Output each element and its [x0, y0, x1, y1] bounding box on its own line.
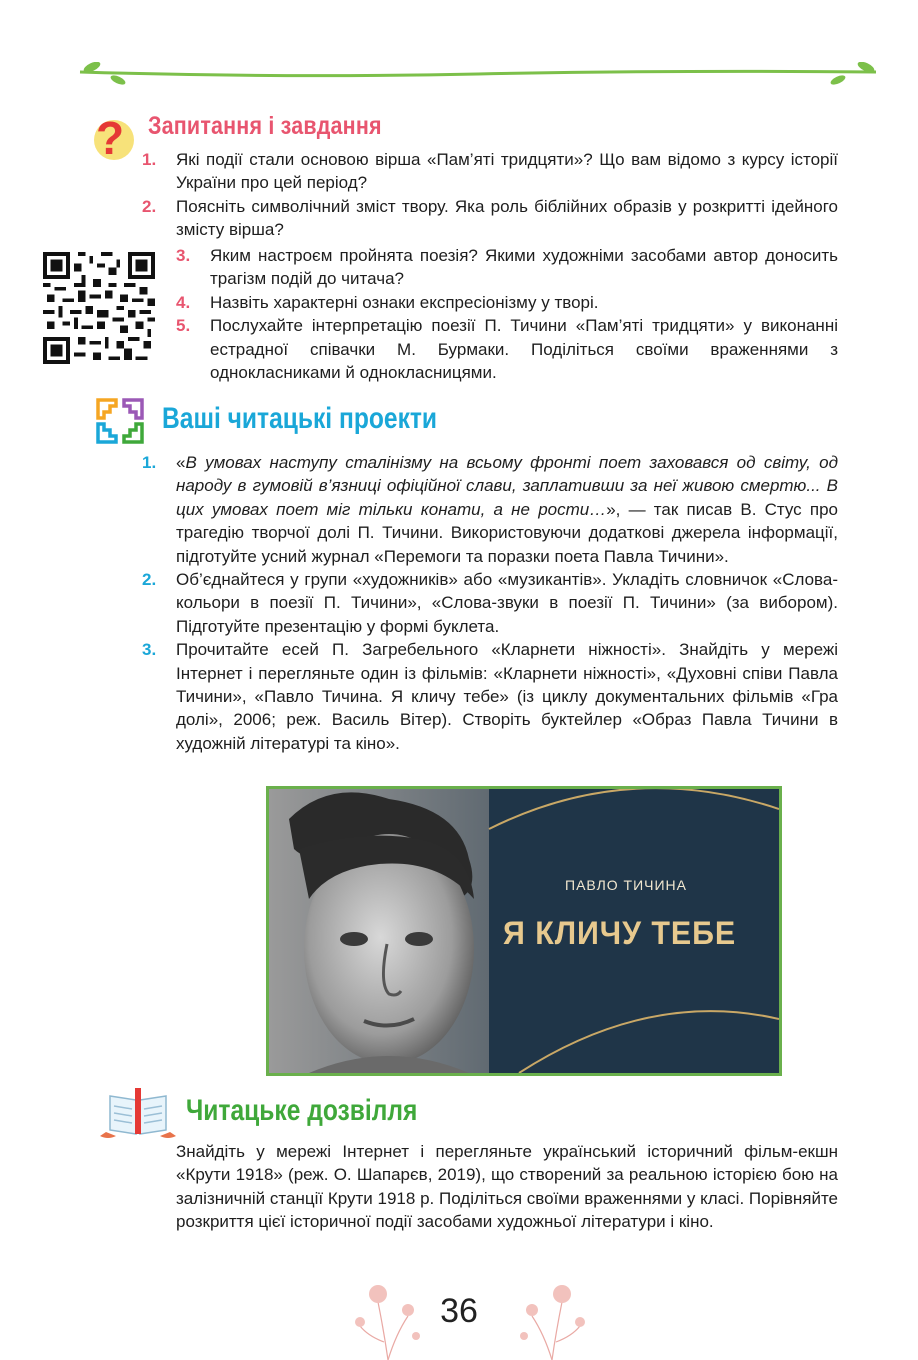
- list-item: 1. «В умовах наступу сталінізму на всьому фронті поет заховався од світу, од народу в гумовій в’язниці офіційної слави, заплативши за неї живою смертю... В цих умовах поет міг тільки конати, а не рости…», — так писав В. Стус про трагедію творчої долі П. Тичини. Використовуючи додаткові джерела інформації, підготуйте усний журнал «Перемоги та поразки поета Павла Тичини».: [142, 453, 838, 566]
- leisure-heading: Читацьке дозвілля: [186, 1094, 418, 1127]
- list-item: 4. Назвіть характерні ознаки експресіонізму у творі.: [176, 292, 599, 312]
- puzzle-frame-icon: [96, 398, 144, 444]
- list-item: 2. Об’єднайтеся у групи «художників» або «музикантів». Укладіть словничок «Слова-кольори в поезії П. Тичини», «Слова-звуки в поезії П. Тичини» (за вибором). Підготуйте презентацію у формі буклета.: [142, 570, 838, 636]
- page-number: 36: [440, 1292, 478, 1330]
- open-book-icon: [98, 1086, 178, 1140]
- projects-heading: Ваші читацькі проекти: [162, 402, 438, 435]
- questions-list-continued: [176, 244, 838, 384]
- questions-list: [142, 148, 838, 242]
- questions-heading: Запитання і завдання: [148, 112, 382, 140]
- projects-list: [142, 451, 838, 755]
- vine-ornament: [78, 62, 878, 86]
- list-item: 1. Які події стали основою вірша «Пам’яті тридцяти»? Що вам відомо з курсу історії України про цей період?: [142, 150, 838, 193]
- film-cover-image: [266, 786, 782, 1076]
- list-item: 5. Послухайте інтерпретацію поезії П. Тичини «Пам’яті тридцяти» у виконанні естрадної співачки М. Бурмаки. Поділіться своїми враженнями з однокласниками й однокласницями.: [176, 316, 838, 383]
- cover-author: ПАВЛО ТИЧИНА: [565, 877, 688, 893]
- question-mark-icon: [88, 110, 136, 162]
- cover-title: Я КЛИЧУ ТЕБЕ: [503, 915, 737, 951]
- list-item: 3. Яким настроєм пройнята поезія? Якими художніми засобами автор доносить трагізм подій до читача?: [176, 246, 838, 289]
- stus-quote: В умовах наступу сталінізму на всьому фронті поет заховався од світу, од народу в гумовій в’язниці офіційної слави, заплативши за неї живою смертю... В цих умовах поет міг тільки конати, а не рости…: [176, 453, 838, 519]
- svg-text:?: ?: [95, 112, 125, 162]
- leisure-text: Знайдіть у мережі Інтернет і перегляньте український історичний фільм-екшн «Крути 1918» (реж. О. Шапарєв, 2019), що створений за реальною історією бою на залізничній станції Крути 1918 р. Поділіться своїми враженнями у класі. Порівняйте розкриття цієї історичної події засобами художньої літератури і кіно.: [176, 1142, 838, 1232]
- qr-code[interactable]: [42, 252, 156, 364]
- list-item: 2. Поясніть символічний зміст твору. Яка роль біблійних образів у розкритті ідейного змісту вірша?: [142, 196, 838, 240]
- list-item: 3. Прочитайте есей П. Загребельного «Кларнети ніжності». Знайдіть у мережі Інтернет і перегляньте один із фільмів: «Кларнети ніжності», «Духовні співи Павла Тичини», «Павло Тичина. Я кличу тебе» (із циклу документальних фільмів «Гра долі», 2006; реж. Василь Вітер). Створіть буктейлер «Образ Павла Тичини в художній літературі та кіно».: [142, 640, 838, 753]
